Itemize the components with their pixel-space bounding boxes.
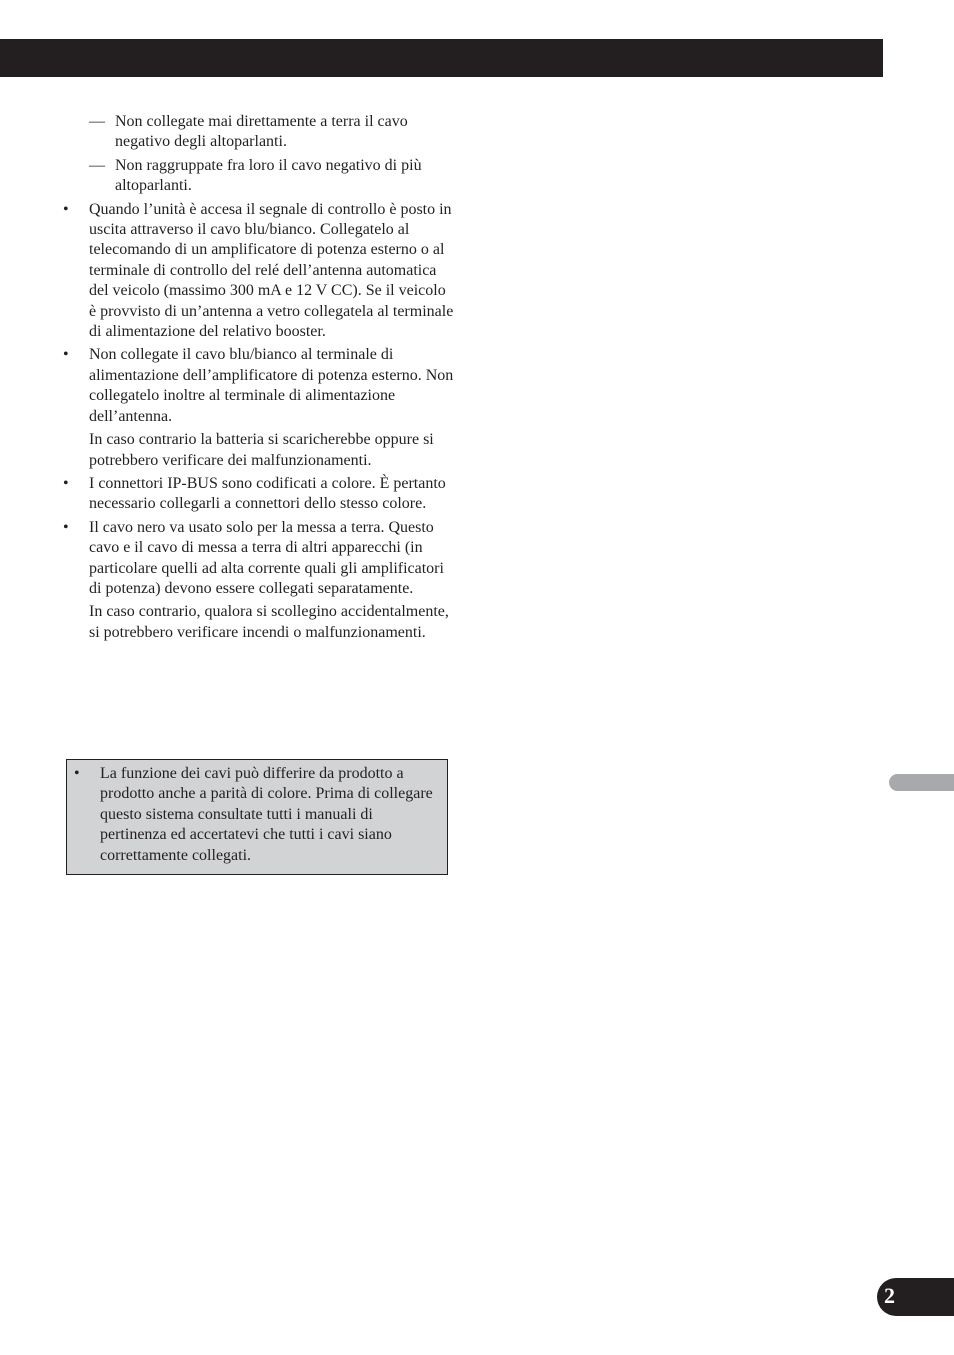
main-text-column <box>62 112 454 646</box>
dash-list-item <box>62 112 454 153</box>
bullet-list-item <box>62 518 454 643</box>
bullet-paragraph: I connettori IP-BUS sono codificati a colore. È pertanto necessario collegarli a connettori dello stesso colore. <box>89 474 446 513</box>
bullet-paragraph: Il cavo nero va usato solo per la messa a terra. Questo cavo e il cavo di messa a terra di altri apparecchi (in particolare quelli ad alta corrente quali gli amplificatori di potenza) devono essere collegati separatamente. <box>89 518 444 597</box>
section-index-tab <box>889 774 954 791</box>
dash-item-text: Non collegate mai direttamente a terra il cavo negativo degli altoparlanti. <box>115 113 408 151</box>
bullet-marker: • <box>63 200 69 218</box>
bullet-paragraph: Non collegate il cavo blu/bianco al terminale di alimentazione dell’amplificatore di potenza esterno. Non collegatelo inoltre al terminale di alimentazione dell’antenna. <box>89 346 454 425</box>
bullet-marker: • <box>74 765 80 782</box>
page-number: 2 <box>884 1283 895 1308</box>
bullet-list-item <box>62 474 454 515</box>
note-item <box>74 764 438 866</box>
bullet-marker: • <box>63 474 69 492</box>
dash-item-text: Non raggruppate fra loro il cavo negativo di più altoparlanti. <box>115 156 422 195</box>
bullet-marker: • <box>63 346 69 364</box>
bullet-paragraph: Quando l’unità è accesa il segnale di controllo è posto in uscita attraverso il cavo blu/bianco. Collegatelo al telecomando di un amplificatore di potenza esterno o al terminale di controllo del relé dell’antenna automatica del veicolo (massimo 300 mA e 12 V CC). Se il veicolo è provvisto di un’antenna a vetro collegatela al terminale di alimentazione del relativo booster. <box>89 200 454 341</box>
bullet-paragraph: In caso contrario, qualora si scollegino accidentalmente, si potrebbero verificare incendi o malfunzionamenti. <box>89 603 449 641</box>
note-box <box>66 759 448 875</box>
bullet-paragraph: In caso contrario la batteria si scaricherebbe oppure si potrebbero verificare dei malfunzionamenti. <box>89 431 434 469</box>
note-text: La funzione dei cavi può differire da prodotto a prodotto anche a parità di colore. Prima di collegare questo sistema consultate tutti i manuali di pertinenza ed accertatevi che tutti i cavi siano correttamente collegati. <box>100 765 433 864</box>
dash-marker: — <box>89 113 105 130</box>
bullet-list-item <box>62 200 454 343</box>
header-bar <box>0 39 883 77</box>
bullet-marker: • <box>63 518 69 536</box>
dash-marker: — <box>89 156 105 174</box>
dash-list-item <box>62 156 454 197</box>
bullet-list-item <box>62 345 454 470</box>
